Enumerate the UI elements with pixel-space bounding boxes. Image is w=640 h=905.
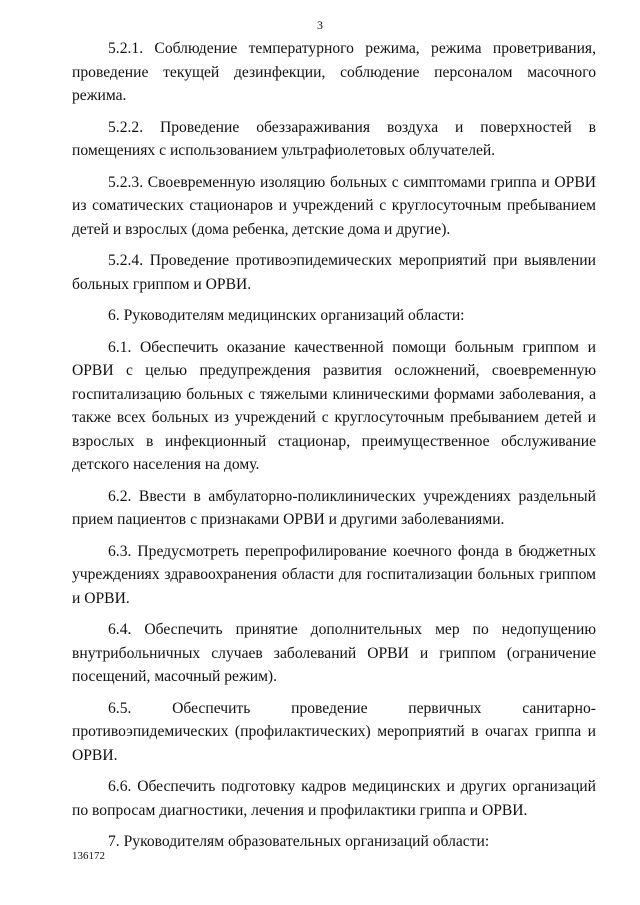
page-number: 3 <box>317 18 323 32</box>
paragraph-text: 5.2.1. Соблюдение температурного режима, режима проветривания, проведение текущей дезинфекции, соблюдение персоналом масочного режима. <box>72 40 596 104</box>
paragraph-text: 6.4. Обеспечить принятие дополнительных мер по недопущению внутрибольничных случаев заболеваний ОРВИ и гриппом (ограничение посещений, масочный режим). <box>72 621 596 685</box>
paragraph-6 <box>72 304 596 328</box>
paragraph-5-2-1 <box>72 37 596 108</box>
paragraph-7 <box>72 830 596 854</box>
paragraph-5-2-4 <box>72 249 596 296</box>
paragraph-6-1 <box>72 336 596 477</box>
paragraph-6-6 <box>72 775 596 822</box>
paragraph-text: 6. Руководителям медицинских организаций области: <box>108 307 465 324</box>
paragraph-6-5 <box>72 697 596 768</box>
paragraph-text: 6.1. Обеспечить оказание качественной помощи больным гриппом и ОРВИ с целью предупреждения развития осложнений, своевременную госпитализацию больных с тяжелыми клиническими формами заболевания, а также всех больных из учреждений с круглосуточным пребыванием детей и взрослых в инфекционный стационар, преимущественное обслуживание детского населения на дому. <box>72 338 596 473</box>
document-body <box>72 37 596 862</box>
paragraph-text: 6.5. Обеспечить проведение первичных санитарно-противоэпидемических (профилактических) мероприятий в очагах гриппа и ОРВИ. <box>72 699 596 764</box>
paragraph-5-2-2 <box>72 116 596 163</box>
paragraph-6-4 <box>72 618 596 689</box>
paragraph-6-3 <box>72 540 596 611</box>
paragraph-5-2-3 <box>72 171 596 242</box>
paragraph-text: 5.2.2. Проведение обеззараживания воздуха и поверхностей в помещениях с использованием ультрафиолетовых облучателей. <box>72 118 596 159</box>
paragraph-text: 6.3. Предусмотреть перепрофилирование коечного фонда в бюджетных учреждениях здравоохранения области для госпитализации больных гриппом и ОРВИ. <box>72 542 596 607</box>
paragraph-text: 6.6. Обеспечить подготовку кадров медицинских и других организаций по вопросам диагностики, лечения и профилактики гриппа и ОРВИ. <box>72 778 596 819</box>
document-code: 136172 <box>72 850 105 862</box>
paragraph-text: 5.2.3. Своевременную изоляцию больных с симптомами гриппа и ОРВИ из соматических стационаров и учреждений с круглосуточным пребыванием детей и взрослых (дома ребенка, детские дома и другие). <box>72 173 596 238</box>
paragraph-text: 7. Руководителям образовательных организаций области: <box>108 833 490 850</box>
paragraph-text: 5.2.4. Проведение противоэпидемических мероприятий при выявлении больных гриппом и ОРВИ. <box>72 252 596 293</box>
paragraph-6-2 <box>72 485 596 532</box>
paragraph-text: 6.2. Ввести в амбулаторно-поликлинических учреждениях раздельный прием пациентов с признаками ОРВИ и другими заболеваниями. <box>72 487 596 528</box>
